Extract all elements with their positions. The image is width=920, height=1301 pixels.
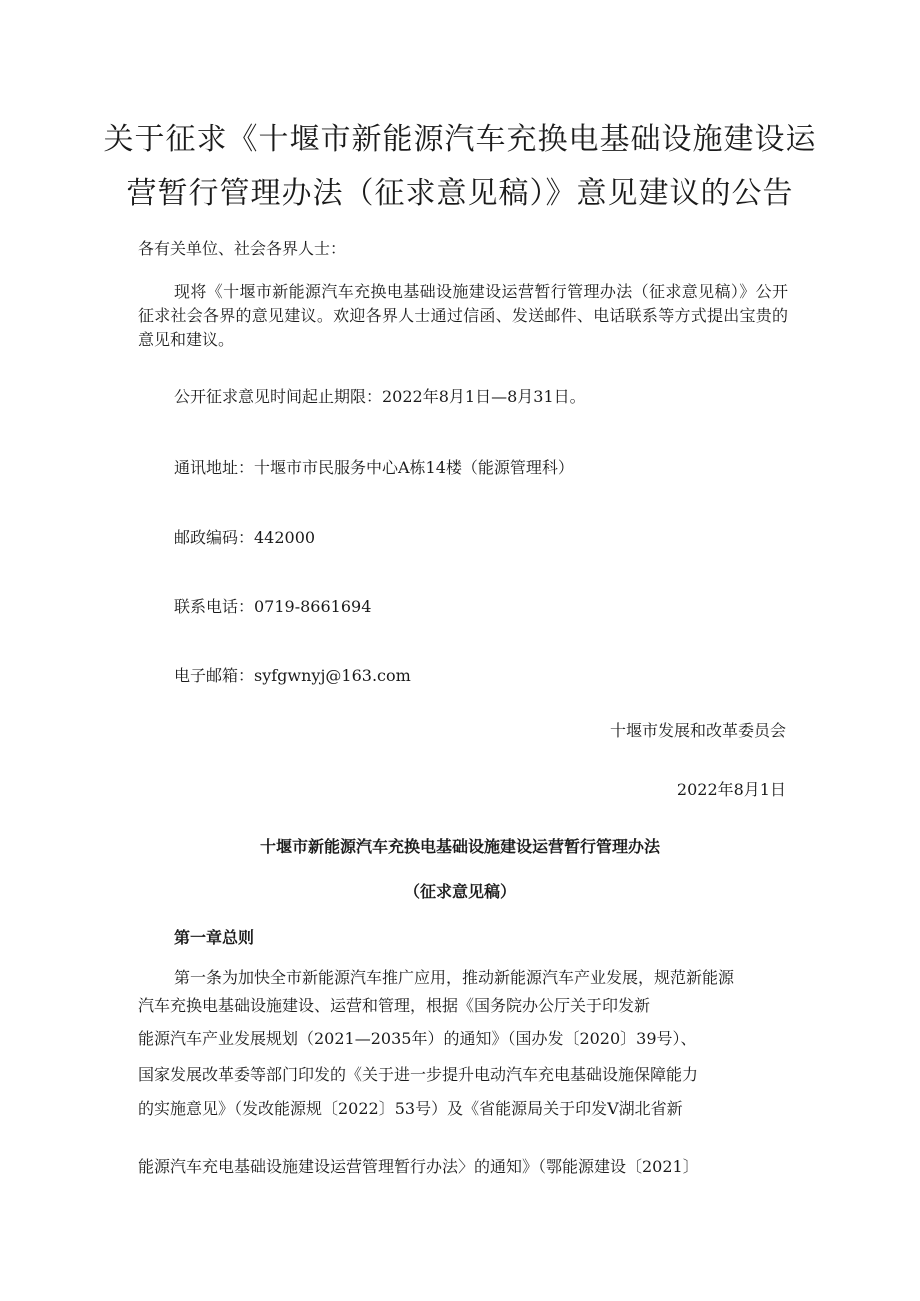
regulation-subtitle: （征求意见稿）	[403, 882, 516, 901]
issue-date: 2022年8月1日	[676, 780, 786, 799]
article-1-line-5: 的实施意见》（发改能源规〔2022〕53号）及《省能源局关于印发V湖北省新	[138, 1099, 683, 1118]
comment-period: 公开征求意见时间起止期限：2022年8月1日—8月31日。	[174, 387, 586, 406]
notice-title-line-1: 关于征求《十堰市新能源汽车充换电基础设施建设运	[103, 122, 817, 157]
article-1-line-6: 能源汽车充电基础设施建设运营管理暂行办法〉的通知》（鄂能源建设〔2021〕	[138, 1157, 699, 1176]
intro-paragraph: 现将《十堰市新能源汽车充换电基础设施建设运营暂行管理办法（征求意见稿）》公开征求社会各界的意见建议。欢迎各界人士通过信函、发送邮件、电话联系等方式提出宝贵的意见和建议。	[138, 282, 788, 349]
regulation-title: 十堰市新能源汽车充换电基础设施建设运营暂行管理办法	[259, 837, 660, 856]
contact-phone: 联系电话：0719-8661694	[174, 597, 372, 616]
chapter-heading: 第一章总则	[174, 928, 255, 947]
mailing-address: 通讯地址：十堰市市民服务中心A栋14楼（能源管理科）	[174, 458, 574, 477]
article-1-line-3: 能源汽车产业发展规划（2021—2035年）的通知》（国办发〔2020〕39号）、	[138, 1029, 697, 1048]
issuer: 十堰市发展和改革委员会	[609, 721, 786, 740]
contact-email: 电子邮箱：syfgwnyj@163.com	[174, 666, 411, 685]
article-1-line-2: 汽车充换电基础设施建设、运营和管理，根据《国务院办公厅关于印发新	[138, 996, 651, 1015]
article-1-line-4: 国家发展改革委等部门印发的《关于进一步提升电动汽车充电基础设施保障能力	[138, 1065, 699, 1084]
article-1-line-1: 第一条为加快全市新能源汽车推广应用，推动新能源汽车产业发展，规范新能源	[174, 968, 735, 987]
postal-code: 邮政编码：442000	[174, 528, 316, 547]
salutation: 各有关单位、社会各界人士：	[138, 239, 347, 258]
notice-title-line-2: 营暂行管理办法（征求意见稿）》意见建议的公告	[126, 176, 794, 211]
